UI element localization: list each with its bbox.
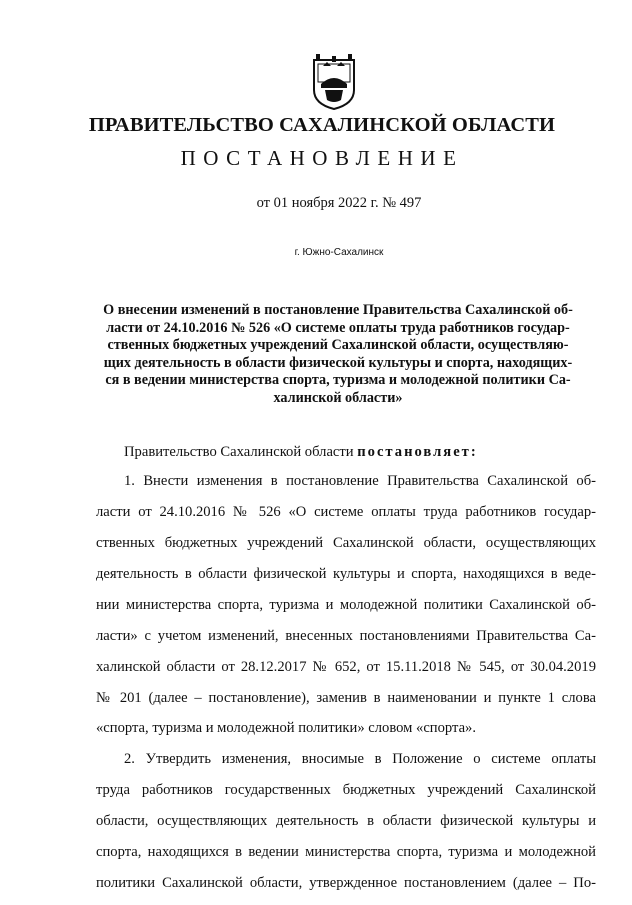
title-line: ся в ведении министерства спорта, туризма и молодежной политики Са-	[105, 372, 571, 388]
document-date-number: от 01 ноября 2022 г. № 497	[256, 195, 422, 211]
intro-paragraph	[124, 444, 596, 461]
organization-name: ПРАВИТЕЛЬСТВО САХАЛИНСКОЙ ОБЛАСТИ	[88, 114, 556, 136]
body-line: халинской области от 28.12.2017 № 652, от 15.11.2018 № 545, от 30.04.2019	[96, 659, 596, 675]
title-line: ственных бюджетных учреждений Сахалинской области, осуществляю-	[107, 337, 569, 353]
body-line: «спорта, туризма и молодежной политики» словом «спорта».	[96, 720, 476, 736]
body-line: спорта, находящихся в ведении министерства спорта, туризма и молодежной	[96, 844, 596, 860]
intro-text: Правительство Сахалинской области	[124, 444, 358, 460]
body-line: № 201 (далее – постановление), заменив в наименовании и пункте 1 слова	[96, 690, 596, 706]
body-line: труда работников государственных бюджетных учреждений Сахалинской	[96, 782, 596, 798]
body-line: политики Сахалинской области, утвержденное постановлением (далее – По-	[96, 875, 596, 891]
body-line: ственных бюджетных учреждений Сахалинской области, осуществляющих	[96, 535, 596, 551]
document-city: г. Южно-Сахалинск	[294, 247, 384, 258]
title-line: ласти от 24.10.2016 № 526 «О системе оплаты труда работников государ-	[106, 319, 570, 336]
body-line: 1. Внести изменения в постановление Правительства Сахалинской об-	[124, 473, 596, 489]
document-title	[90, 302, 586, 407]
body-line: области, осуществляющих деятельность в области физической культуры и	[96, 813, 596, 829]
body-line: нии министерства спорта, туризма и молодежной политики Сахалинской об-	[96, 597, 596, 613]
body-line: деятельность в области физической культуры и спорта, находящихся в веде-	[96, 566, 596, 582]
title-line: щих деятельность в области физической культуры и спорта, находящих-	[103, 354, 573, 371]
body-line: 2. Утвердить изменения, вносимые в Положение о системе оплаты	[124, 751, 596, 767]
title-line: О внесении изменений в постановление Правительства Сахалинской об-	[103, 302, 573, 318]
intro-emphasis: постановляет:	[357, 444, 478, 460]
body-line: ласти от 24.10.2016 № 526 «О системе оплаты труда работников государ-	[96, 504, 596, 520]
coat-of-arms-icon	[311, 52, 357, 110]
body-line: ласти» с учетом изменений, внесенных постановлениями Правительства Са-	[96, 628, 596, 644]
title-line: халинской области»	[273, 389, 403, 406]
document-type: ПОСТАНОВЛЕНИЕ	[180, 146, 464, 170]
